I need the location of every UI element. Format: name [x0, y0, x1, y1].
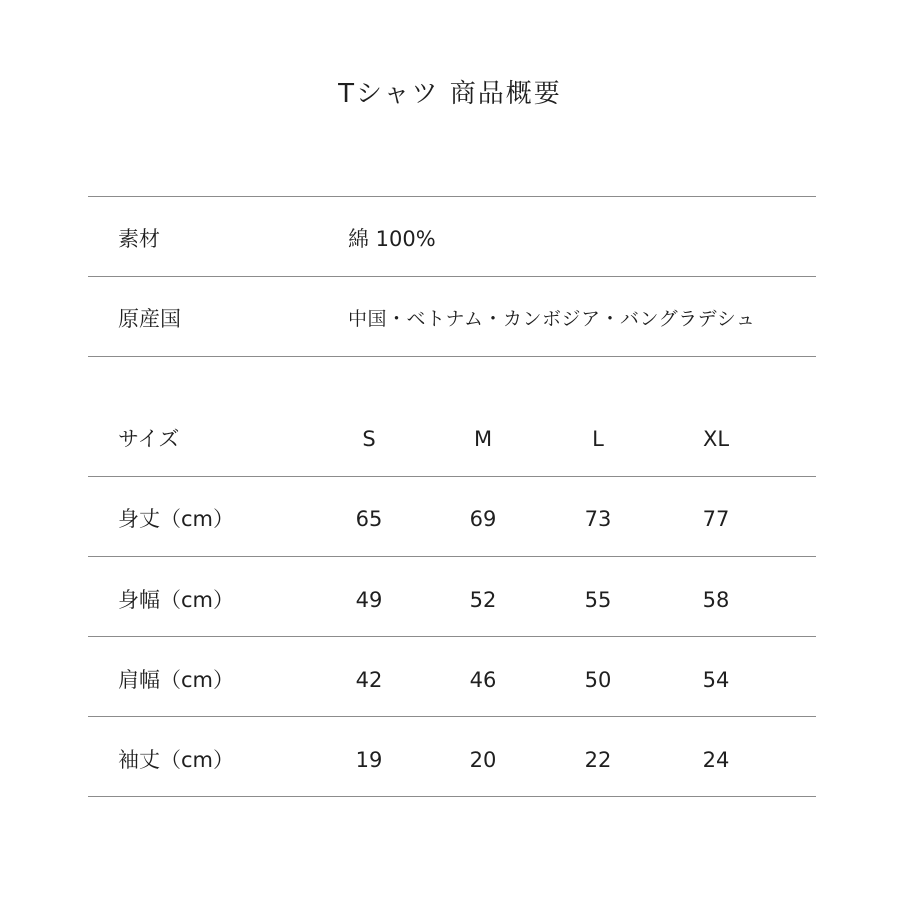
table-cell: 46	[469, 668, 497, 692]
divider	[88, 636, 816, 637]
table-cell: 49	[355, 588, 383, 612]
table-cell: 42	[355, 668, 383, 692]
divider	[88, 276, 816, 277]
table-cell: 54	[702, 668, 730, 692]
divider	[88, 716, 816, 717]
table-cell: 24	[702, 748, 730, 772]
origin-value: 中国・ベトナム・カンボジア・バングラデシュ	[348, 308, 756, 330]
divider	[88, 196, 816, 197]
size-header-s: S	[362, 427, 376, 451]
page-title: Tシャツ 商品概要	[338, 79, 562, 109]
size-header-label: サイズ	[118, 427, 180, 451]
table-cell: 58	[702, 588, 730, 612]
divider	[88, 796, 816, 797]
table-cell: 22	[584, 748, 612, 772]
size-header-l: L	[592, 427, 604, 451]
row-label-sleeve-length: 袖丈（cm）	[118, 748, 235, 772]
material-label: 素材	[118, 227, 160, 251]
divider	[88, 556, 816, 557]
size-header-m: M	[473, 427, 493, 451]
table-cell: 55	[584, 588, 612, 612]
origin-label: 原産国	[118, 307, 181, 331]
table-cell: 73	[584, 507, 612, 531]
row-label-shoulder-width: 肩幅（cm）	[118, 668, 235, 692]
table-cell: 69	[469, 507, 497, 531]
row-label-body-length: 身丈（cm）	[118, 507, 235, 531]
divider	[88, 476, 816, 477]
table-cell: 20	[469, 748, 497, 772]
size-header-xl: XL	[702, 427, 730, 451]
table-cell: 65	[355, 507, 383, 531]
table-cell: 50	[584, 668, 612, 692]
divider	[88, 356, 816, 357]
table-cell: 77	[702, 507, 730, 531]
table-cell: 52	[469, 588, 497, 612]
table-cell: 19	[355, 748, 383, 772]
row-label-body-width: 身幅（cm）	[118, 588, 235, 612]
material-value: 綿 100%	[348, 227, 436, 251]
